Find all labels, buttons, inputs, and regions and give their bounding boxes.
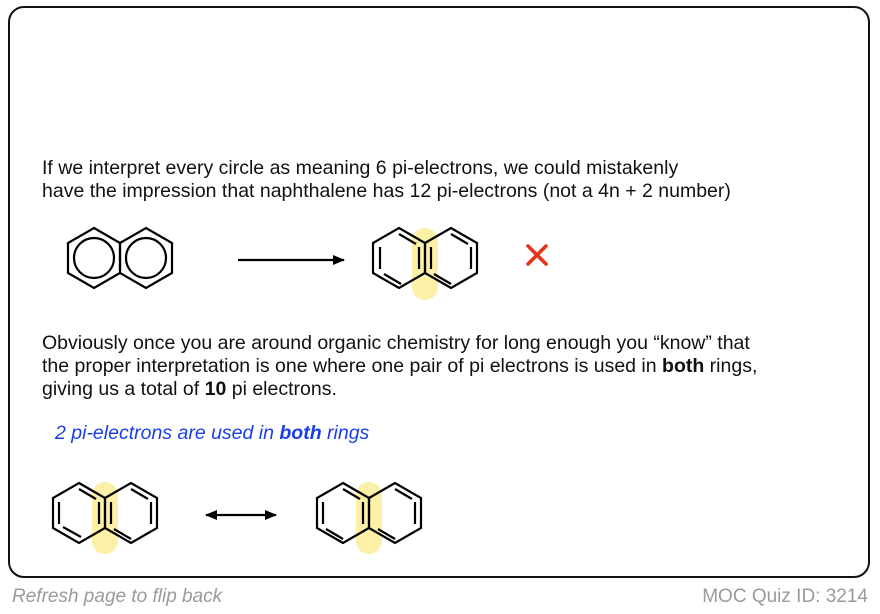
note-bold-both: both bbox=[279, 422, 322, 444]
shared-electrons-note: 2 pi-electrons are used in both rings bbox=[55, 422, 370, 444]
paragraph2-line2: the proper interpretation is one where one pair of pi electrons is used in both rings, bbox=[42, 355, 758, 377]
quiz-id: MOC Quiz ID: 3214 bbox=[702, 586, 868, 607]
paragraph2-line3: giving us a total of 10 pi electrons. bbox=[42, 378, 337, 400]
naphthalene-shared-bond-highlight bbox=[373, 228, 477, 300]
naphthalene-two-circles bbox=[68, 228, 172, 288]
paragraph1-line1: If we interpret every circle as meaning 6 pi-electrons, we could mistakenly bbox=[42, 157, 679, 179]
aromatic-circle-right bbox=[126, 238, 166, 278]
bold-ten: 10 bbox=[204, 378, 227, 400]
bold-both: both bbox=[662, 355, 705, 377]
aromatic-circle-left bbox=[74, 238, 114, 278]
resonance-structure-1 bbox=[53, 482, 157, 554]
refresh-hint: Refresh page to flip back bbox=[12, 586, 223, 607]
paragraph1-line2: have the impression that naphthalene has 12 pi-electrons (not a 4n + 2 number) bbox=[42, 180, 731, 202]
paragraph2-line1: Obviously once you are around organic chemistry for long enough you “know” that bbox=[42, 332, 750, 354]
red-x-icon bbox=[528, 246, 546, 264]
resonance-structure-2 bbox=[317, 482, 421, 554]
